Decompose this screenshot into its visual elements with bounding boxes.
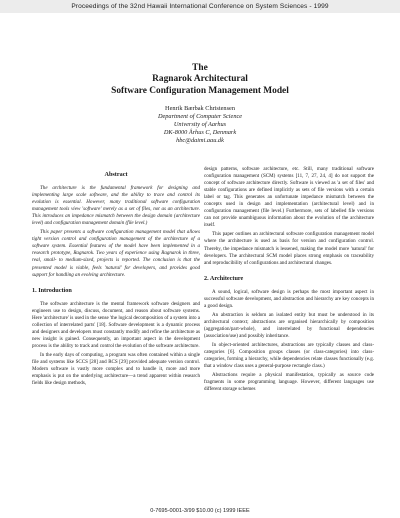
right-paragraph-2: This paper outlines an architectural software configuration management model where the architecture is used as basis for version and configuration control. Thereby, the impedance mismatch is lessened, making the model more 'natural' for developers. The architectural SCM model places strong emphasis on traceability and reproducibility of configurations and architectural changes. — [204, 231, 374, 266]
author-university: University of Aarhus — [173, 120, 227, 128]
architecture-paragraph-1: A sound, logical, software design is perhaps the most important aspect in successful software development, and abstraction and hierarchy are key concepts in a good design. — [204, 288, 374, 309]
copyright-footer: 0-7695-0001-3/99 $10.00 (c) 1999 IEEE — [150, 508, 250, 514]
left-column — [32, 171, 200, 389]
author-block — [0, 105, 400, 145]
author-address: DK-8000 Århus C, Denmark — [163, 128, 237, 136]
architecture-paragraph-3: In object-oriented architectures, abstractions are typically classes and class-categories [6]. Composition groups classes (or class-categories) into class-categories, forming a hierarchy, while dependencies relate classes functionally (e.g. that a window class uses a general-purpose rectangle class.) — [204, 341, 374, 370]
author-email: hbc@daimi.aau.dk — [176, 136, 224, 144]
abstract-paragraph-1: The architecture is the fundamental framework for designing and implementing large scale software, and the ability to trace and control its evolution is essential. However, many traditional software configuration management tools view 'software' merely as a set of files, not as an architecture. This introduces an impedance mismatch between the design domain (architecture level) and configuration management domain (file level.) — [32, 185, 200, 227]
author-name: Henrik Bærbak Christensen — [165, 105, 235, 112]
introduction-paragraph-2: In the early days of computing, a program was often contained within a single file and systems like SCCS [28] and RCS [29] provided adequate version control. Modern software is vastly more complex and to handle it, more and more emphasis is put on the underlying architecture—a trend apparent within research fields like design methods, — [32, 351, 200, 387]
architecture-paragraph-2: An abstraction is seldom an isolated entity but must be understood in its architectural context; abstractions are organised hierarchically by composition (aggregation/part-whole), and interrelated by functional dependencies (association/use) and possibly inheritance. — [204, 311, 374, 339]
architecture-heading: 2. Architecture — [204, 274, 244, 282]
title-line-3: Software Configuration Management Model — [111, 85, 289, 96]
title-line-1: The — [192, 63, 208, 73]
abstract-heading: Abstract — [104, 171, 128, 178]
introduction-paragraph-1: The software architecture is the mental framework software designers and engineers use to design, discuss, document, and reason about software systems. Here 'architecture' is used in the sense 'the logical decomposition of a system into a collection of interrelated parts' [18]. Software development is a dynamic process and designers and developers must constantly modify and refine the architecture as new insight is gained. Consequently, an important aspect in the development process is the ability to track and control the evolution of the software architecture. — [32, 300, 200, 349]
introduction-heading: 1. Introduction — [32, 286, 72, 294]
right-paragraph-1: design patterns, software architecture, etc. Still, many traditional software configuration management (SCM) systems [11, 7, 27, 24, 4] do not support the concept of software architecture directly. Software is viewed as 'a set of files' and stable configurations are defined implicitly as sets of file versions with a certain label or tag. This generates an unfortunate impedance mismatch between the concepts used in design and implementation (architectural level) and in configuration management (file level.) Furthermore, sets of labelled file versions can not provide unambiguous information about the evolution of the architecture itself. — [204, 166, 374, 229]
proceedings-banner: Proceedings of the 32nd Hawaii International Conference on System Sciences - 1999 — [0, 0, 400, 13]
architecture-paragraph-4: Abstractions require a physical manifestation, typically as source code fragments in some programming language. However, different languages use different storage schemes — [204, 372, 374, 393]
title-line-2: Ragnarok Architectural — [152, 74, 248, 85]
abstract-paragraph-2: This paper presents a software configuration management model that allows tight version control and configuration management of the architecture of a software system. Essential features of the model have been implemented in a research prototype, Ragnarok. Two years of experience using Ragnarok in three, real, small- to medium-sized, projects is reported. The conclusion is that the presented model is viable, feels 'natural' for developers, and provides good support for handling an evolving architecture. — [32, 229, 200, 278]
right-column — [204, 166, 374, 395]
author-department: Department of Computer Science — [157, 112, 243, 120]
paper-title — [0, 63, 400, 97]
